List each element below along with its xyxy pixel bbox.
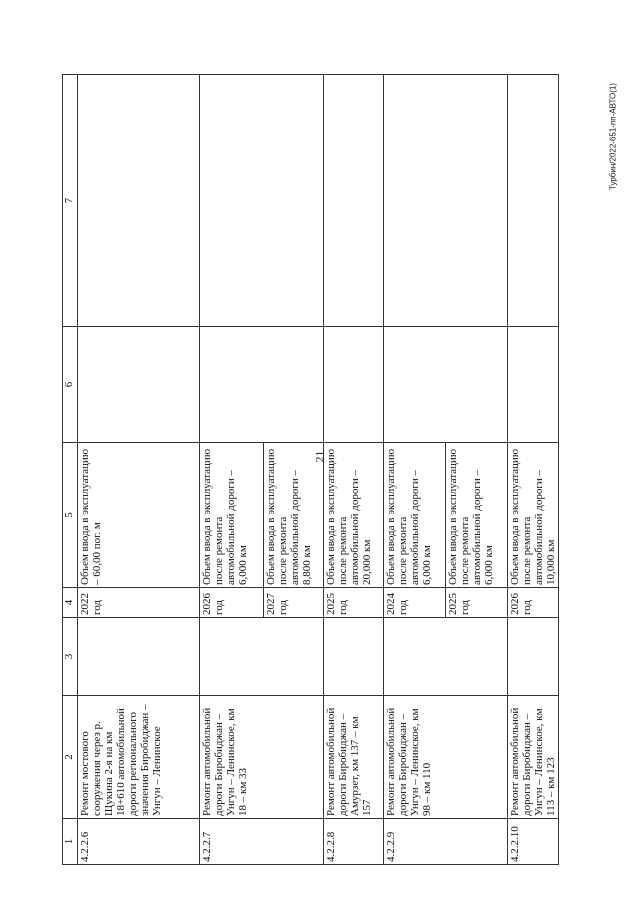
- year-cell: 2027 год: [264, 588, 324, 618]
- column-6-cell: [324, 327, 384, 443]
- program-table: [62, 74, 559, 865]
- column-7-cell: [324, 75, 384, 327]
- column-7-cell: [508, 75, 559, 327]
- column-6-cell: [78, 327, 200, 443]
- column-6-cell: [200, 327, 324, 443]
- column-3-cell: [78, 618, 200, 696]
- document-code: Турбин/2022-651-пп-АВТО(1): [608, 83, 618, 190]
- table-row: [508, 75, 559, 865]
- table-row: [384, 75, 446, 865]
- row-number: 4.2.2.9: [384, 819, 508, 865]
- header-cell: 6: [63, 327, 78, 443]
- column-3-cell: [200, 618, 324, 696]
- header-cell: 3: [63, 618, 78, 696]
- column-7-cell: [384, 75, 508, 327]
- volume-cell: Объем ввода в эксплуатацию после ремонта автомобильной дороги – 10,000 км: [508, 443, 559, 588]
- table-frame: [62, 75, 557, 865]
- column-6-cell: [384, 327, 508, 443]
- column-7-cell: [78, 75, 200, 327]
- row-number: 4.2.2.8: [324, 819, 384, 865]
- year-cell: 2024 год: [384, 588, 446, 618]
- row-name: Ремонт автомобильной дороги Биробиджан – Амурзет, км 137 – км 157: [324, 696, 384, 819]
- row-number: 4.2.2.10: [508, 819, 559, 865]
- header-cell: 7: [63, 75, 78, 327]
- volume-cell: Объем ввода в эксплуатацию после ремонта автомобильной дороги – 6,000 км: [384, 443, 446, 588]
- row-number: 4.2.2.6: [78, 819, 200, 865]
- row-name: Ремонт автомобильной дороги Биробиджан – Унгун – Ленинское, км 113 – км 123: [508, 696, 559, 819]
- header-cell: 5: [63, 443, 78, 588]
- header-cell: 2: [63, 696, 78, 819]
- year-cell: 2022 год: [78, 588, 200, 618]
- volume-cell: Объем ввода в эксплуатацию – 60,00 пог. м: [78, 443, 200, 588]
- header-cell: 1: [63, 819, 78, 865]
- volume-cell: Объем ввода в эксплуатацию после ремонта автомобильной дороги – 20,000 км: [324, 443, 384, 588]
- row-name: Ремонт мостового сооружения через р. Щукина 2-я на км 18+610 автомобильной дороги регионального значения Биробиджан – Унгун – Ленинское: [78, 696, 200, 819]
- year-cell: 2025 год: [446, 588, 508, 618]
- column-3-cell: [324, 618, 384, 696]
- header-cell: 4: [63, 588, 78, 618]
- column-3-cell: [384, 618, 508, 696]
- table-row: [200, 75, 264, 865]
- table-row: [324, 75, 384, 865]
- row-number: 4.2.2.7: [200, 819, 324, 865]
- row-name: Ремонт автомобильной дороги Биробиджан – Унгун – Ленинское, км 98 – км 110: [384, 696, 508, 819]
- rotated-table-container: [62, 75, 557, 865]
- volume-cell: Объем ввода в эксплуатацию после ремонта автомобильной дороги – 6,000 км: [200, 443, 264, 588]
- table-row: [78, 75, 200, 865]
- volume-cell: Объем ввода в эксплуатацию после ремонта автомобильной дороги – 8,800 км: [264, 443, 324, 588]
- column-7-cell: [200, 75, 324, 327]
- column-6-cell: [508, 327, 559, 443]
- page-number: 21: [312, 450, 327, 463]
- volume-cell: Объем ввода в эксплуатацию после ремонта автомобильной дороги – 6,000 км: [446, 443, 508, 588]
- year-cell: 2026 год: [508, 588, 559, 618]
- column-3-cell: [508, 618, 559, 696]
- year-cell: 2025 год: [324, 588, 384, 618]
- header-row: [63, 75, 78, 865]
- year-cell: 2026 год: [200, 588, 264, 618]
- row-name: Ремонт автомобильной дороги Биробиджан – Унгун – Ленинское, км 18 – км 33: [200, 696, 324, 819]
